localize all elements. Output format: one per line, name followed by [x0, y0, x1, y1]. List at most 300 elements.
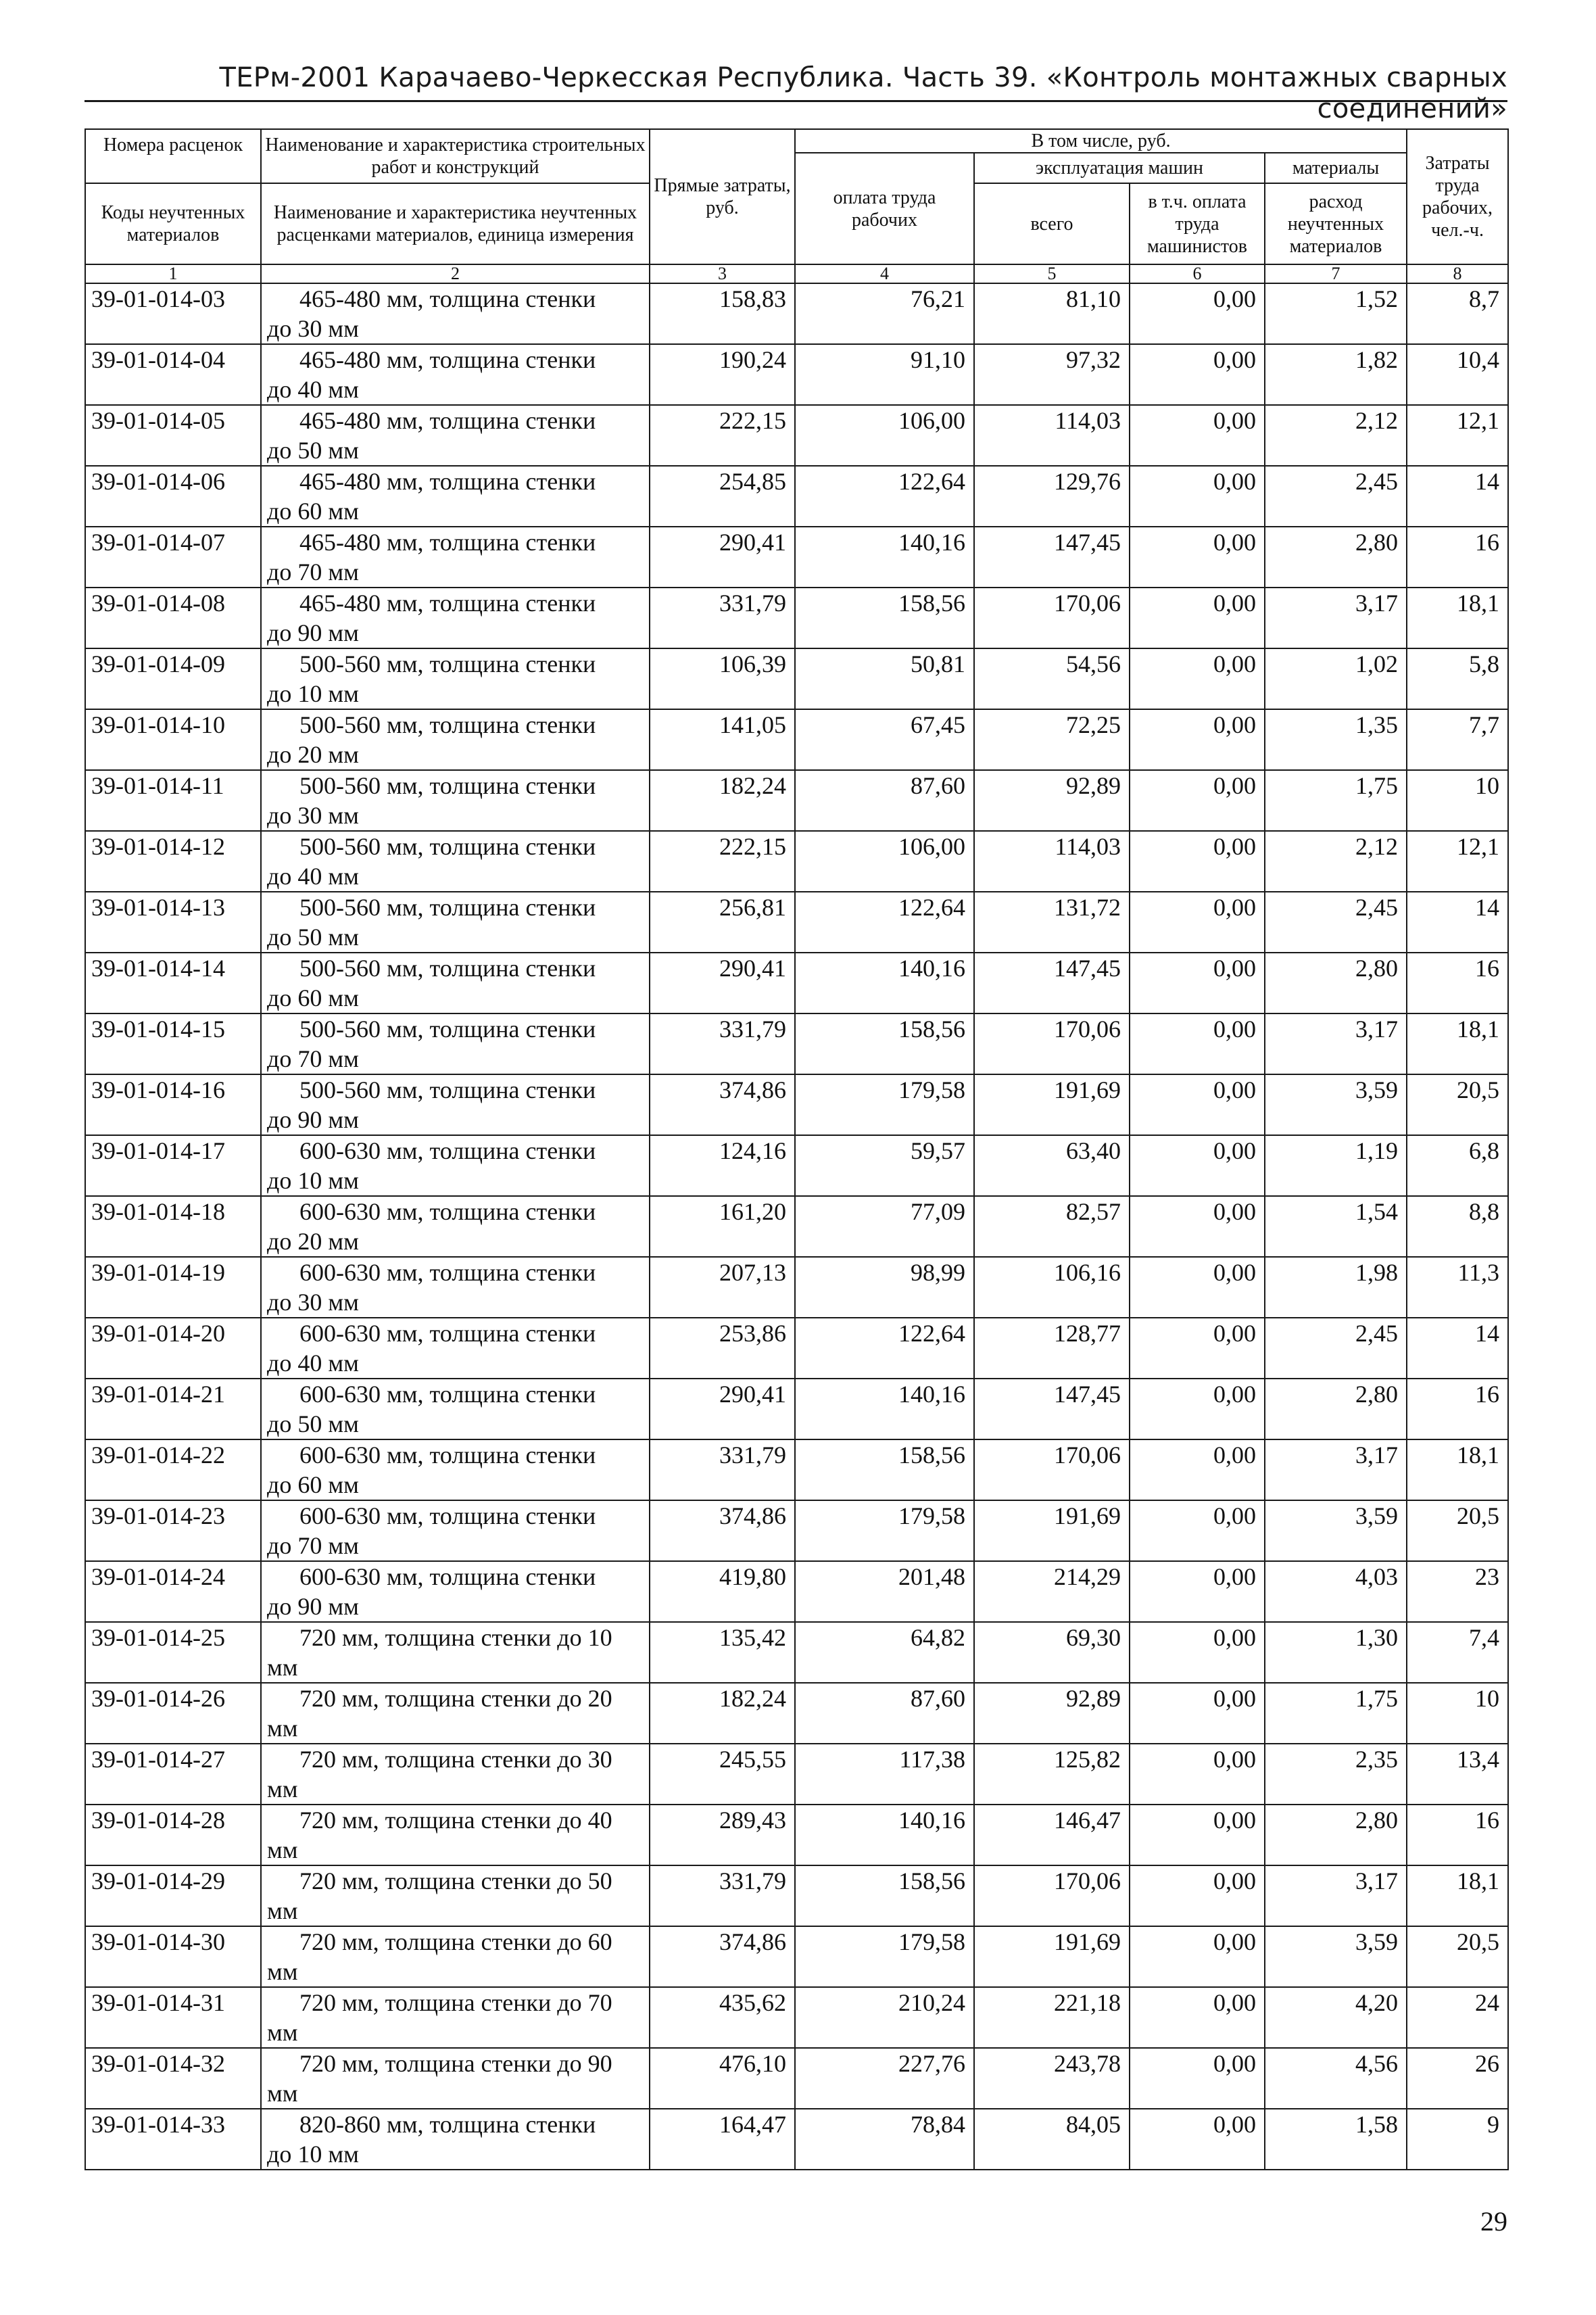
materials-cell: 2,45: [1265, 892, 1407, 953]
work-description-cell: [261, 1622, 650, 1683]
table-row: [85, 648, 1508, 709]
header-incl: В том числе, руб.: [795, 129, 1407, 153]
column-number: 2: [261, 264, 650, 283]
labor-hours-cell: 7,4: [1407, 1622, 1508, 1683]
labor-pay-cell: 122,64: [795, 892, 974, 953]
materials-cell: 4,20: [1265, 1987, 1407, 2048]
direct-costs-cell: 182,24: [650, 770, 795, 831]
direct-costs-cell: 289,43: [650, 1805, 795, 1865]
materials-cell: 1,02: [1265, 648, 1407, 709]
materials-cell: 2,80: [1265, 1379, 1407, 1439]
table-row: [85, 770, 1508, 831]
machines-total-cell: 131,72: [974, 892, 1130, 953]
work-description-line1: 600-630 мм, толщина стенки: [299, 1198, 596, 1226]
labor-pay-cell: 140,16: [795, 527, 974, 588]
machinists-pay-cell: 0,00: [1130, 1439, 1265, 1500]
work-description-cell: [261, 953, 650, 1013]
labor-pay-cell: 106,00: [795, 831, 974, 892]
work-description-line2: мм: [267, 2080, 298, 2107]
machinists-pay-cell: 0,00: [1130, 892, 1265, 953]
labor-pay-cell: 140,16: [795, 1805, 974, 1865]
work-description-cell: [261, 1013, 650, 1074]
materials-cell: 3,17: [1265, 1439, 1407, 1500]
work-description-cell: [261, 1865, 650, 1926]
materials-cell: 3,59: [1265, 1074, 1407, 1135]
work-description-line1: 600-630 мм, толщина стенки: [299, 1320, 596, 1347]
machines-total-cell: 243,78: [974, 2048, 1130, 2109]
labor-pay-cell: 106,00: [795, 405, 974, 466]
direct-costs-cell: 190,24: [650, 344, 795, 405]
column-number: 4: [795, 264, 974, 283]
machines-total-cell: 129,76: [974, 466, 1130, 527]
table-row: [85, 1744, 1508, 1805]
rate-code-cell: 39-01-014-31: [85, 1987, 261, 2048]
work-description-cell: [261, 770, 650, 831]
materials-cell: 1,98: [1265, 1257, 1407, 1318]
materials-cell: 4,03: [1265, 1561, 1407, 1622]
direct-costs-cell: 124,16: [650, 1135, 795, 1196]
direct-costs-cell: 207,13: [650, 1257, 795, 1318]
work-description-line1: 720 мм, толщина стенки до 20: [299, 1685, 612, 1713]
labor-hours-cell: 12,1: [1407, 831, 1508, 892]
work-description-cell: [261, 283, 650, 344]
column-number: 5: [974, 264, 1130, 283]
direct-costs-cell: 374,86: [650, 1926, 795, 1987]
direct-costs-cell: 141,05: [650, 709, 795, 770]
machines-total-cell: 114,03: [974, 831, 1130, 892]
rate-code-cell: 39-01-014-16: [85, 1074, 261, 1135]
labor-hours-cell: 16: [1407, 953, 1508, 1013]
machines-total-cell: 170,06: [974, 1439, 1130, 1500]
labor-pay-cell: 158,56: [795, 1439, 974, 1500]
labor-pay-cell: 78,84: [795, 2109, 974, 2170]
table-row: [85, 1257, 1508, 1318]
machines-total-cell: 170,06: [974, 1013, 1130, 1074]
machinists-pay-cell: 0,00: [1130, 770, 1265, 831]
machinists-pay-cell: 0,00: [1130, 1805, 1265, 1865]
materials-cell: 1,52: [1265, 283, 1407, 344]
labor-pay-cell: 158,56: [795, 588, 974, 648]
materials-cell: 4,56: [1265, 2048, 1407, 2109]
table-row: [85, 1805, 1508, 1865]
labor-pay-cell: 179,58: [795, 1500, 974, 1561]
direct-costs-cell: 256,81: [650, 892, 795, 953]
direct-costs-cell: 331,79: [650, 588, 795, 648]
labor-hours-cell: 16: [1407, 1379, 1508, 1439]
materials-cell: 3,17: [1265, 588, 1407, 648]
direct-costs-cell: 290,41: [650, 953, 795, 1013]
table-row: [85, 1379, 1508, 1439]
work-description-cell: [261, 1744, 650, 1805]
rate-code-cell: 39-01-014-19: [85, 1257, 261, 1318]
rate-code-cell: 39-01-014-33: [85, 2109, 261, 2170]
materials-cell: 2,12: [1265, 405, 1407, 466]
table-row: [85, 1865, 1508, 1926]
labor-pay-cell: 179,58: [795, 1926, 974, 1987]
table-row: [85, 892, 1508, 953]
header-materials-use: расход неучтенных материалов: [1265, 183, 1407, 264]
rate-code-cell: 39-01-014-05: [85, 405, 261, 466]
machinists-pay-cell: 0,00: [1130, 1926, 1265, 1987]
work-description-line1: 600-630 мм, толщина стенки: [299, 1259, 596, 1287]
labor-pay-cell: 64,82: [795, 1622, 974, 1683]
work-description-line1: 500-560 мм, толщина стенки: [299, 1016, 596, 1043]
header-labor-cost: Затраты труда рабочих, чел.-ч.: [1407, 129, 1508, 264]
materials-cell: 3,59: [1265, 1926, 1407, 1987]
column-numbers-row: [85, 264, 1508, 283]
work-description-cell: [261, 1805, 650, 1865]
machines-total-cell: 82,57: [974, 1196, 1130, 1257]
materials-cell: 2,80: [1265, 527, 1407, 588]
labor-hours-cell: 26: [1407, 2048, 1508, 2109]
table-row: [85, 1561, 1508, 1622]
machinists-pay-cell: 0,00: [1130, 1865, 1265, 1926]
labor-hours-cell: 24: [1407, 1987, 1508, 2048]
machines-total-cell: 84,05: [974, 2109, 1130, 2170]
table-row: [85, 1318, 1508, 1379]
work-description-line1: 465-480 мм, толщина стенки: [299, 346, 596, 374]
machines-total-cell: 106,16: [974, 1257, 1130, 1318]
machinists-pay-cell: 0,00: [1130, 1379, 1265, 1439]
machinists-pay-cell: 0,00: [1130, 405, 1265, 466]
direct-costs-cell: 331,79: [650, 1013, 795, 1074]
labor-hours-cell: 18,1: [1407, 1865, 1508, 1926]
work-description-line1: 465-480 мм, толщина стенки: [299, 407, 596, 435]
machines-total-cell: 69,30: [974, 1622, 1130, 1683]
work-description-cell: [261, 1683, 650, 1744]
rate-code-cell: 39-01-014-26: [85, 1683, 261, 1744]
header-machines-total: всего: [974, 183, 1130, 264]
work-description-line2: до 20 мм: [267, 741, 359, 769]
table-row: [85, 831, 1508, 892]
labor-hours-cell: 18,1: [1407, 588, 1508, 648]
rate-code-cell: 39-01-014-17: [85, 1135, 261, 1196]
machinists-pay-cell: 0,00: [1130, 283, 1265, 344]
work-description-line1: 500-560 мм, толщина стенки: [299, 711, 596, 739]
work-description-line1: 600-630 мм, толщина стенки: [299, 1502, 596, 1530]
direct-costs-cell: 135,42: [650, 1622, 795, 1683]
table-row: [85, 1500, 1508, 1561]
work-description-line2: до 70 мм: [267, 1532, 359, 1560]
work-description-line2: мм: [267, 2019, 298, 2047]
labor-hours-cell: 12,1: [1407, 405, 1508, 466]
materials-cell: 3,17: [1265, 1865, 1407, 1926]
materials-cell: 3,59: [1265, 1500, 1407, 1561]
work-description-line1: 720 мм, толщина стенки до 10: [299, 1624, 612, 1652]
machines-total-cell: 170,06: [974, 1865, 1130, 1926]
machinists-pay-cell: 0,00: [1130, 588, 1265, 648]
work-description-cell: [261, 892, 650, 953]
table-row: [85, 1683, 1508, 1744]
labor-hours-cell: 13,4: [1407, 1744, 1508, 1805]
direct-costs-cell: 222,15: [650, 831, 795, 892]
work-description-line2: до 70 мм: [267, 558, 359, 586]
direct-costs-cell: 290,41: [650, 527, 795, 588]
rate-code-cell: 39-01-014-18: [85, 1196, 261, 1257]
materials-cell: 1,75: [1265, 1683, 1407, 1744]
machinists-pay-cell: 0,00: [1130, 1744, 1265, 1805]
work-description-line2: до 40 мм: [267, 1350, 359, 1377]
work-description-line2: до 20 мм: [267, 1228, 359, 1256]
table-row: [85, 588, 1508, 648]
labor-pay-cell: 158,56: [795, 1865, 974, 1926]
labor-pay-cell: 117,38: [795, 1744, 974, 1805]
work-description-line2: до 50 мм: [267, 924, 359, 951]
work-description-line2: до 60 мм: [267, 984, 359, 1012]
direct-costs-cell: 245,55: [650, 1744, 795, 1805]
work-description-line2: до 40 мм: [267, 863, 359, 890]
work-description-line1: 720 мм, толщина стенки до 50: [299, 1867, 612, 1895]
work-description-line1: 720 мм, толщина стенки до 90: [299, 2050, 612, 2078]
rate-code-cell: 39-01-014-03: [85, 283, 261, 344]
work-description-line1: 465-480 мм, толщина стенки: [299, 468, 596, 496]
materials-cell: 1,35: [1265, 709, 1407, 770]
column-number: 3: [650, 264, 795, 283]
labor-hours-cell: 8,7: [1407, 283, 1508, 344]
table-row: [85, 953, 1508, 1013]
table-row: [85, 1926, 1508, 1987]
column-number: 6: [1130, 264, 1265, 283]
header-materials: материалы: [1265, 153, 1407, 183]
work-description-line2: мм: [267, 1654, 298, 1681]
labor-pay-cell: 227,76: [795, 2048, 974, 2109]
work-description-line1: 600-630 мм, толщина стенки: [299, 1441, 596, 1469]
work-description-line2: мм: [267, 1775, 298, 1803]
labor-hours-cell: 16: [1407, 1805, 1508, 1865]
machines-total-cell: 191,69: [974, 1500, 1130, 1561]
machinists-pay-cell: 0,00: [1130, 1013, 1265, 1074]
machines-total-cell: 191,69: [974, 1074, 1130, 1135]
work-description-cell: [261, 2109, 650, 2170]
machines-total-cell: 214,29: [974, 1561, 1130, 1622]
labor-pay-cell: 87,60: [795, 770, 974, 831]
table-row: [85, 2048, 1508, 2109]
table-row: [85, 527, 1508, 588]
work-description-cell: [261, 1135, 650, 1196]
direct-costs-cell: 164,47: [650, 2109, 795, 2170]
rate-code-cell: 39-01-014-15: [85, 1013, 261, 1074]
work-description-line1: 720 мм, толщина стенки до 60: [299, 1928, 612, 1956]
work-description-line2: мм: [267, 1958, 298, 1986]
machines-total-cell: 114,03: [974, 405, 1130, 466]
work-description-line2: до 10 мм: [267, 1167, 359, 1195]
work-description-line2: до 90 мм: [267, 1593, 359, 1621]
materials-cell: 2,45: [1265, 466, 1407, 527]
labor-pay-cell: 122,64: [795, 466, 974, 527]
rate-code-cell: 39-01-014-04: [85, 344, 261, 405]
labor-hours-cell: 14: [1407, 892, 1508, 953]
labor-pay-cell: 67,45: [795, 709, 974, 770]
labor-pay-cell: 50,81: [795, 648, 974, 709]
materials-cell: 1,75: [1265, 770, 1407, 831]
page-number: 29: [1480, 2206, 1507, 2237]
labor-hours-cell: 11,3: [1407, 1257, 1508, 1318]
rate-code-cell: 39-01-014-29: [85, 1865, 261, 1926]
direct-costs-cell: 374,86: [650, 1074, 795, 1135]
column-number: 8: [1407, 264, 1508, 283]
machinists-pay-cell: 0,00: [1130, 1135, 1265, 1196]
header-labor-pay: оплата труда рабочих: [795, 153, 974, 264]
machines-total-cell: 221,18: [974, 1987, 1130, 2048]
work-description-cell: [261, 527, 650, 588]
direct-costs-cell: 222,15: [650, 405, 795, 466]
work-description-line1: 500-560 мм, толщина стенки: [299, 833, 596, 861]
rate-code-cell: 39-01-014-27: [85, 1744, 261, 1805]
rate-code-cell: 39-01-014-12: [85, 831, 261, 892]
machines-total-cell: 92,89: [974, 1683, 1130, 1744]
header-machinists: в т.ч. оплата труда машинистов: [1130, 183, 1265, 264]
header-name-top: Наименование и характеристика строительных работ и конструкций: [261, 129, 650, 183]
work-description-line2: до 30 мм: [267, 315, 359, 343]
work-description-cell: [261, 344, 650, 405]
direct-costs-cell: 161,20: [650, 1196, 795, 1257]
work-description-line2: до 40 мм: [267, 376, 359, 404]
machinists-pay-cell: 0,00: [1130, 1257, 1265, 1318]
work-description-cell: [261, 2048, 650, 2109]
direct-costs-cell: 331,79: [650, 1865, 795, 1926]
rate-code-cell: 39-01-014-22: [85, 1439, 261, 1500]
machines-total-cell: 125,82: [974, 1744, 1130, 1805]
direct-costs-cell: 254,85: [650, 466, 795, 527]
direct-costs-cell: 158,83: [650, 283, 795, 344]
direct-costs-cell: 419,80: [650, 1561, 795, 1622]
work-description-line1: 500-560 мм, толщина стенки: [299, 955, 596, 982]
rate-code-cell: 39-01-014-07: [85, 527, 261, 588]
labor-pay-cell: 201,48: [795, 1561, 974, 1622]
header-direct-costs: Прямые затраты, руб.: [650, 129, 795, 264]
header-code-bottom: Коды неучтенных материалов: [85, 183, 261, 264]
machinists-pay-cell: 0,00: [1130, 1074, 1265, 1135]
work-description-line2: до 30 мм: [267, 1289, 359, 1316]
materials-cell: 1,30: [1265, 1622, 1407, 1683]
labor-hours-cell: 14: [1407, 1318, 1508, 1379]
column-number: 1: [85, 264, 261, 283]
labor-hours-cell: 5,8: [1407, 648, 1508, 709]
rates-table: [84, 128, 1509, 2170]
rate-code-cell: 39-01-014-20: [85, 1318, 261, 1379]
work-description-line1: 600-630 мм, толщина стенки: [299, 1137, 596, 1165]
work-description-line2: до 60 мм: [267, 498, 359, 525]
page-header-title: ТЕРм-2001 Карачаево-Черкесская Республика. Часть 39. «Контроль монтажных сварных соединений»: [219, 62, 1507, 124]
labor-hours-cell: 10: [1407, 770, 1508, 831]
rate-code-cell: 39-01-014-06: [85, 466, 261, 527]
work-description-line1: 465-480 мм, толщина стенки: [299, 285, 596, 313]
work-description-line2: мм: [267, 1836, 298, 1864]
table-row: [85, 1074, 1508, 1135]
machinists-pay-cell: 0,00: [1130, 2048, 1265, 2109]
machinists-pay-cell: 0,00: [1130, 527, 1265, 588]
machinists-pay-cell: 0,00: [1130, 1987, 1265, 2048]
machines-total-cell: 170,06: [974, 588, 1130, 648]
machines-total-cell: 191,69: [974, 1926, 1130, 1987]
materials-cell: 1,58: [1265, 2109, 1407, 2170]
work-description-line2: до 50 мм: [267, 1410, 359, 1438]
work-description-line2: до 30 мм: [267, 802, 359, 830]
labor-hours-cell: 16: [1407, 527, 1508, 588]
direct-costs-cell: 106,39: [650, 648, 795, 709]
work-description-cell: [261, 1439, 650, 1500]
direct-costs-cell: 290,41: [650, 1379, 795, 1439]
work-description-line1: 465-480 мм, толщина стенки: [299, 590, 596, 617]
materials-cell: 1,82: [1265, 344, 1407, 405]
labor-pay-cell: 76,21: [795, 283, 974, 344]
work-description-cell: [261, 588, 650, 648]
work-description-line2: до 90 мм: [267, 619, 359, 647]
work-description-cell: [261, 1257, 650, 1318]
materials-cell: 2,12: [1265, 831, 1407, 892]
rate-code-cell: 39-01-014-14: [85, 953, 261, 1013]
labor-pay-cell: 158,56: [795, 1013, 974, 1074]
machines-total-cell: 72,25: [974, 709, 1130, 770]
labor-pay-cell: 59,57: [795, 1135, 974, 1196]
work-description-line2: до 50 мм: [267, 437, 359, 464]
table-row: [85, 1196, 1508, 1257]
rate-code-cell: 39-01-014-25: [85, 1622, 261, 1683]
header-rule: [84, 100, 1507, 102]
machinists-pay-cell: 0,00: [1130, 709, 1265, 770]
direct-costs-cell: 435,62: [650, 1987, 795, 2048]
labor-hours-cell: 10: [1407, 1683, 1508, 1744]
machinists-pay-cell: 0,00: [1130, 831, 1265, 892]
labor-hours-cell: 23: [1407, 1561, 1508, 1622]
table-row: [85, 466, 1508, 527]
table-row: [85, 1987, 1508, 2048]
machinists-pay-cell: 0,00: [1130, 1561, 1265, 1622]
rate-code-cell: 39-01-014-21: [85, 1379, 261, 1439]
work-description-cell: [261, 1074, 650, 1135]
labor-hours-cell: 14: [1407, 466, 1508, 527]
machines-total-cell: 147,45: [974, 953, 1130, 1013]
work-description-line2: до 70 мм: [267, 1045, 359, 1073]
work-description-cell: [261, 709, 650, 770]
work-description-line2: до 10 мм: [267, 2141, 359, 2168]
rate-code-cell: 39-01-014-24: [85, 1561, 261, 1622]
labor-pay-cell: 77,09: [795, 1196, 974, 1257]
rate-code-cell: 39-01-014-11: [85, 770, 261, 831]
labor-pay-cell: 87,60: [795, 1683, 974, 1744]
labor-pay-cell: 140,16: [795, 953, 974, 1013]
materials-cell: 2,45: [1265, 1318, 1407, 1379]
table-row: [85, 344, 1508, 405]
table-row: [85, 283, 1508, 344]
labor-hours-cell: 18,1: [1407, 1013, 1508, 1074]
work-description-cell: [261, 1318, 650, 1379]
machines-total-cell: 81,10: [974, 283, 1130, 344]
work-description-line2: мм: [267, 1715, 298, 1742]
labor-pay-cell: 210,24: [795, 1987, 974, 2048]
rate-code-cell: 39-01-014-32: [85, 2048, 261, 2109]
labor-hours-cell: 20,5: [1407, 1926, 1508, 1987]
direct-costs-cell: 476,10: [650, 2048, 795, 2109]
work-description-cell: [261, 831, 650, 892]
work-description-cell: [261, 1196, 650, 1257]
rate-code-cell: 39-01-014-28: [85, 1805, 261, 1865]
machinists-pay-cell: 0,00: [1130, 1196, 1265, 1257]
table-row: [85, 709, 1508, 770]
materials-cell: 1,54: [1265, 1196, 1407, 1257]
work-description-cell: [261, 1379, 650, 1439]
labor-pay-cell: 98,99: [795, 1257, 974, 1318]
rate-code-cell: 39-01-014-30: [85, 1926, 261, 1987]
machinists-pay-cell: 0,00: [1130, 2109, 1265, 2170]
work-description-cell: [261, 1926, 650, 1987]
work-description-line2: до 90 мм: [267, 1106, 359, 1134]
labor-pay-cell: 91,10: [795, 344, 974, 405]
work-description-line2: до 10 мм: [267, 680, 359, 708]
work-description-line1: 720 мм, толщина стенки до 70: [299, 1989, 612, 2017]
machinists-pay-cell: 0,00: [1130, 1318, 1265, 1379]
materials-cell: 2,80: [1265, 1805, 1407, 1865]
